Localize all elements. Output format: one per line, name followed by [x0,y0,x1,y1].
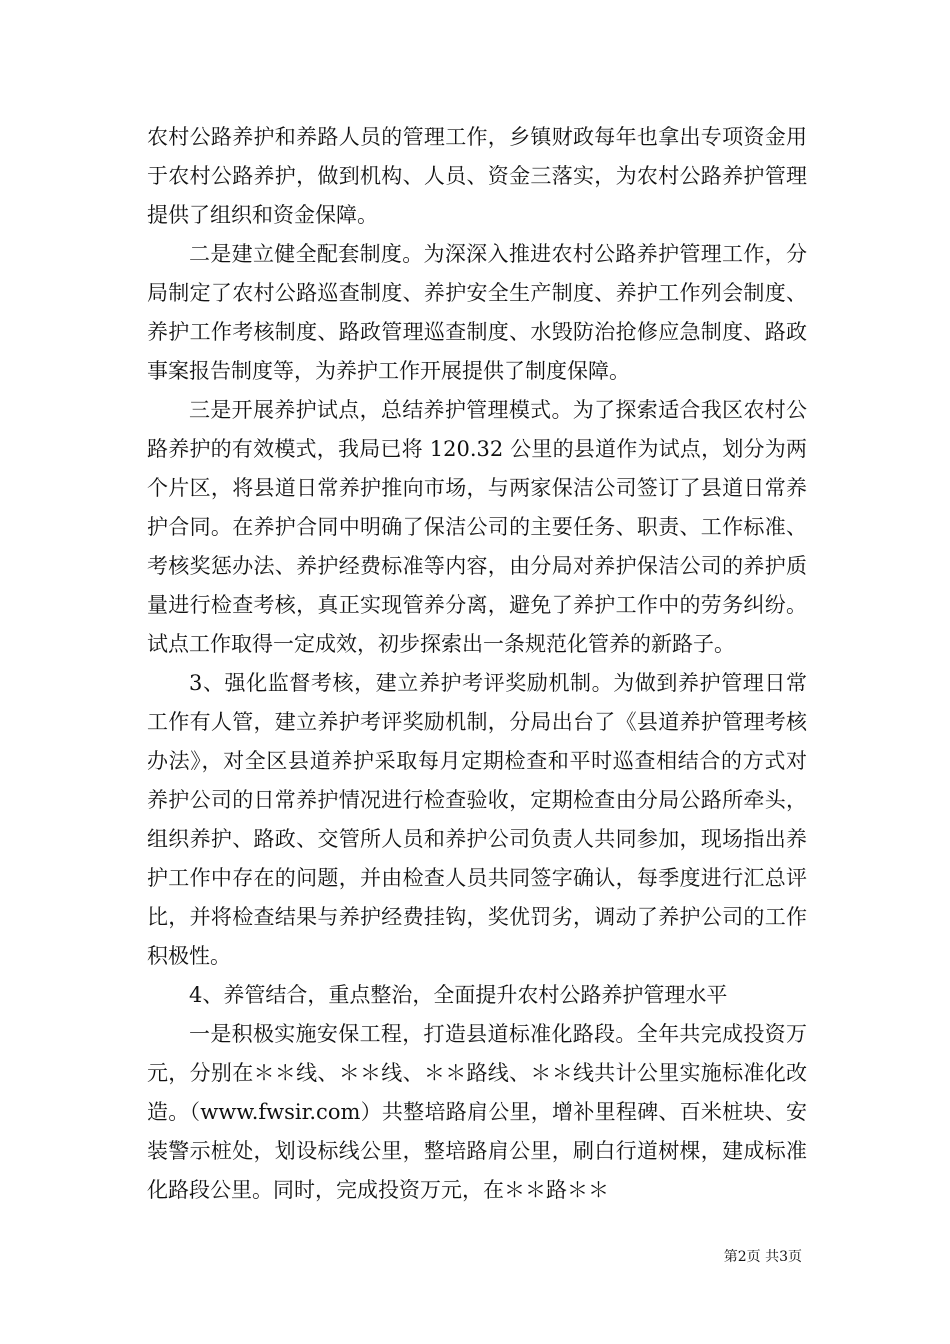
paragraph-continuation: 农村公路养护和养路人员的管理工作，乡镇财政每年也拿出专项资金用于农村公路养护，做到机构、人员、资金三落实，为农村公路养护管理提供了组织和资金保障。 [147,125,807,227]
paragraph-maintenance-pilot: 三是开展养护试点，总结养护管理模式。为了探索适合我区农村公路养护的有效模式，我局已将 120.32 公里的县道作为试点，划分为两个片区，将县道日常养护推向市场，与两家保洁公司签订了县道日常养护合同。在养护合同中明确了保洁公司的主要任务、职责、工作标准、考核奖惩办法、养护经费标准等内容，由分局对养护保洁公司的养护质量进行检查考核，真正实现管养分离，避免了养护工作中的劳务纠纷。试点工作取得一定成效，初步探索出一条规范化管养的新路子。 [147,398,807,656]
section-heading-maintenance-management: 4、养管结合，重点整治，全面提升农村公路养护管理水平 [189,983,728,1007]
paragraph-supervision-assessment: 3、强化监督考核，建立养护考评奖励机制。为做到养护管理日常工作有人管，建立养护考评奖励机制，分局出台了《县道养护管理考核办法》，对全区县道养护采取每月定期检查和平时巡查相结合的方式对养护公司的日常养护情况进行检查验收，定期检查由分局公路所牵头，组织养护、路政、交管所人员和养护公司负责人共同参加，现场指出养护工作中存在的问题，并由检查人员共同签字确认，每季度进行汇总评比，并将检查结果与养护经费挂钩，奖优罚劣，调动了养护公司的工作积极性。 [147,671,807,968]
document-body [147,118,807,1210]
paragraph-system-building: 二是建立健全配套制度。为深深入推进农村公路养护管理工作，分局制定了农村公路巡查制度、养护安全生产制度、养护工作列会制度、养护工作考核制度、路政管理巡查制度、水毁防治抢修应急制度、路政事案报告制度等，为养护工作开展提供了制度保障。 [147,242,807,383]
paragraph-safety-project: 一是积极实施安保工程，打造县道标准化路段。全年共完成投资万元，分别在＊＊线、＊＊线、＊＊路线、＊＊线共计公里实施标准化改造。（www.fwsir.com）共整培路肩公里，增补里程碑、百米桩块、安装警示桩处，划设标线公里，整培路肩公里，刷白行道树棵，建成标准化路段公里。同时，完成投资万元，在＊＊路＊＊ [147,1022,807,1202]
page-number: 第2页 共3页 [723,1249,802,1265]
